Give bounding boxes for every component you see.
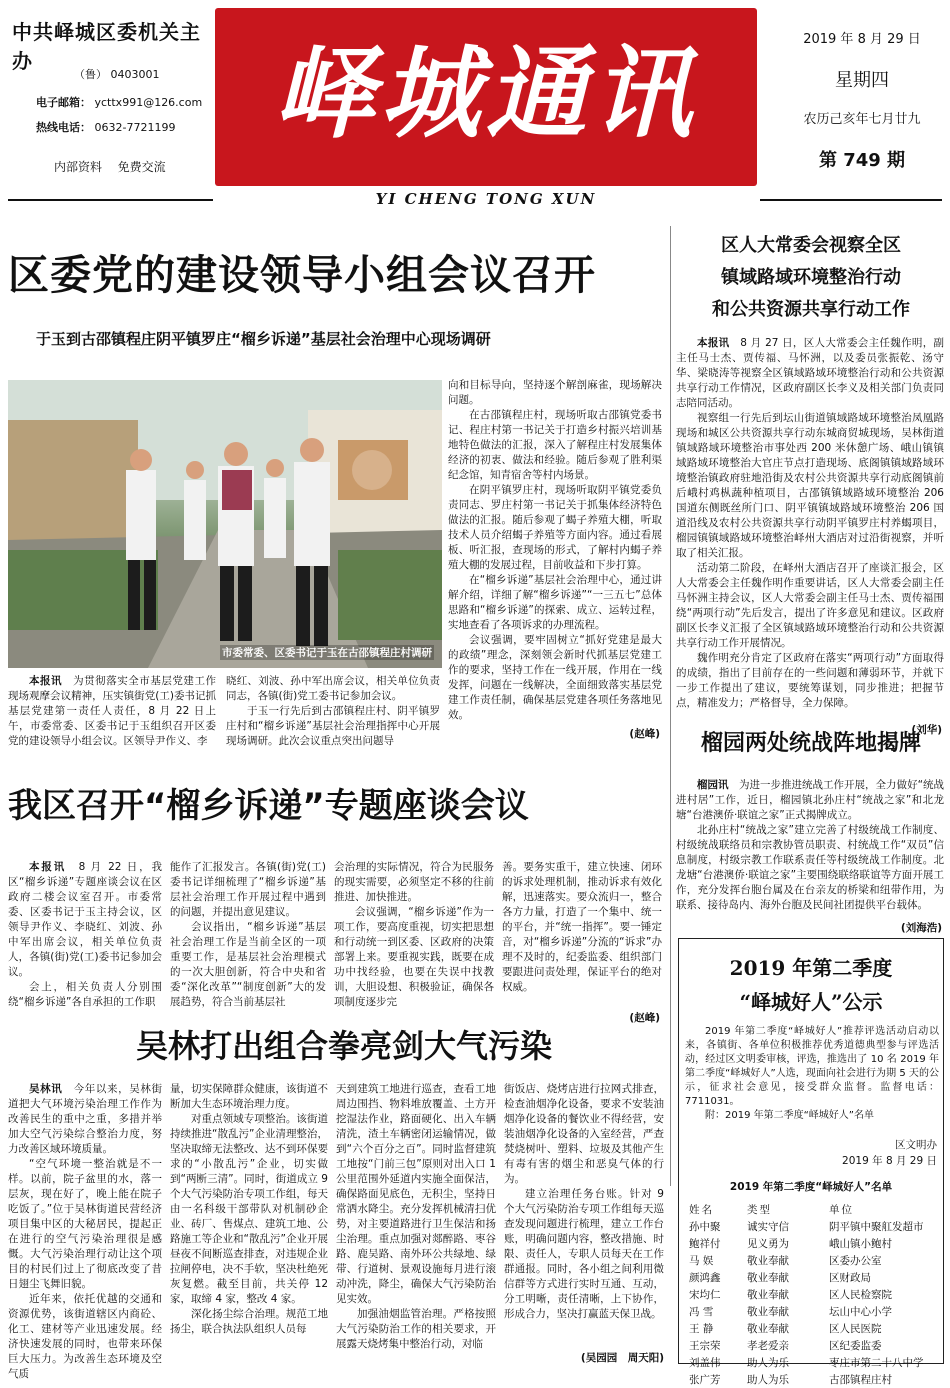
article2-p2: 视察组一行先后到坛山街道镇域路域环境整治凤凰路现场和城区公共资源共享行动东城商贸城现场，吴林街道镇域路域环境整治市事处西 200 米休憩广场、峨山镇镇域路域环境整治大官庄节点打造现场、底阁镇镇域路域环境整治镇政府驻地沿街及农村公共资源共享行动底阁镇前后峨村鸡枞蔬种植项目，古邵镇镇域路域环境整治 206 国道东侧既丝所门口、阴平镇镇域路域环境整治 206 国道沿线及农村公共资源共享行动阴平镇罗庄村养蝎项目，榴园镇镇域路域环境整治峄州大酒店对过沿街视察，并听取了相关汇报。 bbox=[676, 412, 944, 559]
article6-col4 bbox=[504, 1082, 664, 1348]
honor-type: 孝老爱亲 bbox=[747, 1340, 789, 1352]
article2-headline bbox=[676, 230, 946, 326]
article-party-building bbox=[0, 210, 670, 747]
article4-c2-p2: 会议指出，“榴乡诉递”基层社会治理工作是当前全区的一项重要工作，是基层社会治理模式的一次大胆创新，符合中央和省委“深化改革”“制度创新”大的发展趋势，符合当前基层社 bbox=[170, 921, 326, 1008]
article3-headline: 榴园两处统战阵地揭牌 bbox=[700, 731, 921, 756]
article5-headline bbox=[679, 951, 943, 1019]
honor-table-row bbox=[687, 1303, 937, 1320]
honor-name: 鲍祥付 bbox=[689, 1238, 721, 1250]
article4-c1: 8 月 22 日，我区“榴乡诉递”专题座谈会议在区政府二楼会议室召开。市委常委、区委书记于玉主持会议，区领导尹作义、李晓红、刘波、孙中军出席会议，相关单位负责人，各镇(街)党(工)委书记参加会议。 bbox=[8, 861, 163, 978]
article3-p1: 为进一步推进统战工作开展，全力做好“统战进村居”工作，近日，榴园镇北孙庄村“统战之家”和北龙塘“台港澳侨·联谊之家”正式揭牌成立。 bbox=[676, 779, 945, 821]
honor-name: 王 静 bbox=[689, 1323, 714, 1335]
article1-col2-text: 晓红、刘波、孙中军出席会议，相关单位负责同志，各镇(街)党工委书记参加会议。 bbox=[226, 675, 440, 702]
article2-signature: (刘华) bbox=[911, 724, 942, 736]
title-pinyin: YI CHENG TONG XUN bbox=[375, 190, 597, 208]
article5-headline-line1: 2019 年第二季度 bbox=[729, 956, 893, 980]
article5-p1: 2019 年第二季度“峄城好人”推荐评选活动启动以来，各镇街、各单位积极推荐优秀道德典型参与评选活动，经过区文明委审核，评选，推选出了 10 名 2019 年第二季度“峄城好人”人选，现面向社会进行为期 5 天的公示，征求社会意见，接受群众监督。监督电话：7711031。 bbox=[685, 1026, 939, 1107]
article4-col2 bbox=[170, 860, 326, 1030]
honor-name: 冯 雪 bbox=[689, 1306, 714, 1318]
article4-headline: 我区召开“榴乡诉递”专题座谈会议 bbox=[8, 786, 529, 826]
article2-lead: 本报讯 bbox=[697, 337, 730, 349]
article-npc-inspection bbox=[676, 222, 946, 736]
honor-table-row bbox=[687, 1269, 937, 1286]
article6-signature: (吴园园 周天阳) bbox=[580, 1352, 664, 1364]
article1-subhead: 于玉到古邵镇程庄阴平镇罗庄“榴乡诉递”基层社会治理中心现场调研 bbox=[36, 330, 491, 348]
article5-headline-line2: “峄城好人”公示 bbox=[739, 990, 883, 1014]
article-united-front bbox=[676, 722, 946, 911]
honor-name: 颜鸿鑫 bbox=[689, 1272, 721, 1284]
honor-name: 孙中聚 bbox=[689, 1221, 721, 1233]
article4-c3: 会治理的实际情况，符合为民服务的现实需要，必须坚定不移的往前推进、加快推进。 bbox=[334, 861, 494, 903]
honor-type: 见义勇为 bbox=[747, 1238, 789, 1250]
masthead-rule-left bbox=[8, 199, 213, 201]
article4-c1-p2: 会上，相关负责人分别围绕“榴乡诉递”各自承担的工作职 bbox=[8, 981, 162, 1008]
article6-c2: 量，切实保障群众健康，该街道不断加大生态环境治理力度。 bbox=[170, 1083, 328, 1110]
distribution-note bbox=[54, 158, 166, 175]
photo-caption: 市委常委、区委书记于玉在古邵镇程庄村调研 bbox=[222, 647, 432, 659]
article1-col3-p3: 在阴平镇罗庄村，现场听取阴平镇党委负责同志、罗庄村第一书记关于抓集体经济特色做法的汇报。随后参观了蝎子养殖大棚，听取技术人员介绍蝎子养殖等方面内容。通过看展板、听汇报，查现场的形式，了解村内蝎子养殖大棚的发展过程，目前收益和下步打算。 bbox=[448, 484, 662, 571]
honor-type: 敬业奉献 bbox=[747, 1323, 789, 1335]
phone-value: 0632-7721199 bbox=[94, 121, 176, 134]
honor-type: 诚实守信 bbox=[747, 1221, 789, 1233]
article1-col2-text-2: 于玉一行先后到古邵镇程庄村、阴平镇罗庄村和“榴乡诉递”基层社会治理指挥中心开展现场调研。此次会议重点突出问题导 bbox=[226, 705, 440, 747]
honor-name: 马 娱 bbox=[689, 1255, 714, 1267]
honor-table-header bbox=[687, 1201, 937, 1218]
registration-code bbox=[74, 66, 160, 82]
email-value: ycttx991@126.com bbox=[94, 96, 203, 109]
article6-col1 bbox=[8, 1082, 163, 1380]
article-petition-forum bbox=[0, 742, 670, 1022]
article-air-pollution bbox=[0, 1024, 670, 1380]
article1-col3-p4: 在“榴乡诉递”基层社会治理中心，通过讲解介绍，详细了解“榴乡诉递”“一三五七”总体思路和“榴乡诉递”的探索、成立、运转过程，实地查看了各项诉求的办理流程。 bbox=[448, 574, 662, 631]
title-banner bbox=[215, 8, 757, 186]
article6-c3: 天到建筑工地进行巡查，查看工地周边围挡、物料堆放覆盖、土方开挖湿法作业，路面硬化、出入车辆清洗，渣土车辆密闭运输情况，做到“六个百分之百”。同时监督建筑工地按“门前三包”原则对出入口 1 公里范围外延道内实施全面保洁，确保路面见底色，无积尘，坚持日常洒水降尘。充分发挥机械清扫优势，对主要道路进行卫生保洁和扬尘治理。重点加强对郯醉路、枣谷路、鹿吴路、南外环公共绿地、绿带、行道树、景观设施每月进行滚动冲洗，降尘，确保大气污染防治见实效。 bbox=[336, 1083, 496, 1305]
article4-lead: 本报讯 bbox=[29, 861, 67, 873]
honor-table-row bbox=[687, 1218, 937, 1235]
article6-headline: 吴林打出组合拳亮剑大气污染 bbox=[135, 1027, 552, 1065]
honor-unit: 单位 bbox=[829, 1204, 854, 1216]
honor-type: 助人为乐 bbox=[747, 1357, 789, 1369]
honor-table-row bbox=[687, 1286, 937, 1303]
divider-vertical-top bbox=[670, 226, 671, 1186]
article5-org: 区文明办 bbox=[895, 1139, 937, 1151]
issue-number: 第 749 期 bbox=[818, 150, 906, 171]
honor-name: 宋均仁 bbox=[689, 1289, 721, 1301]
honor-list bbox=[687, 1201, 937, 1388]
article6-col2 bbox=[170, 1082, 328, 1368]
article2-headline-line2: 镇域路域环境整治行动 bbox=[721, 267, 901, 288]
code-label: （鲁） bbox=[74, 68, 107, 81]
issue-date: 2019 年 8 月 29 日 bbox=[803, 32, 921, 47]
honor-table-row bbox=[687, 1252, 937, 1269]
article2-p3: 活动第二阶段，在峄州大酒店召开了座谈汇报会，区人大常委会主任魏作明作重要讲话，区人大常委会副主任马怀洲主持会议，区人大常委会副主任马士杰、贾传福围绕“两项行动”先后发言，提出了许多意见和建议。区政府副区长李义汇报了全区镇域路域环境整治行动和公共资源共享行动工作开展情况。 bbox=[676, 562, 944, 649]
phone-line bbox=[36, 119, 175, 135]
article1-photo bbox=[8, 380, 442, 668]
article5-body bbox=[685, 1025, 939, 1135]
article1-col3-p2: 在古邵镇程庄村，现场听取古邵镇党委书记、程庄村第一书记关于打造乡村振兴培训基地特色做法的汇报，深入了解程庄村发展集体经济的初衷、做法和经验。随后参观了胜利渠纪念馆，知青宿舍等村内场景。 bbox=[448, 409, 662, 481]
masthead bbox=[0, 0, 950, 210]
honor-table-row bbox=[687, 1337, 937, 1354]
article6-c1: 今年以来，吴林街道把大气环境污染治理工作作为改善民生的重中之重，多措并举加大空气污染综合整治力度，努力改善区域环境质量。 bbox=[8, 1083, 163, 1155]
article3-lead: 榴园讯 bbox=[697, 779, 729, 791]
honor-type: 敬业奉献 bbox=[747, 1255, 789, 1267]
article2-headline-line1: 区人大常委会视察全区 bbox=[721, 235, 901, 256]
article1-col3 bbox=[448, 378, 662, 724]
honor-type: 敬业奉献 bbox=[747, 1289, 789, 1301]
article4-col1 bbox=[8, 860, 162, 1030]
article4-col4 bbox=[502, 860, 662, 1010]
photo-scene-illustration bbox=[8, 380, 442, 668]
honor-unit: 区纪委监委 bbox=[829, 1340, 882, 1352]
phone-label: 热线电话： bbox=[36, 121, 91, 134]
honor-type: 敬业奉献 bbox=[747, 1306, 789, 1318]
article3-signature: (刘海浩) bbox=[900, 922, 942, 934]
article2-p4: 魏作明充分肯定了区政府在落实“两项行动”方面取得的成绩，指出了目前存在的一些问题和薄弱环节，并就下一步工作提出了建议，要统筹谋划，同步推进；把握节点，精准发力；严格督导，全力保障。 bbox=[676, 652, 944, 709]
honor-unit: 区人民检察院 bbox=[829, 1289, 892, 1301]
email-label: 电子邮箱： bbox=[36, 96, 91, 109]
article6-c4: 街饭店、烧烤店进行拉网式排查，检查油烟净化设备，要求不安装油烟净化设备的餐饮业不得经营，安装油烟净化设备的入室经营，严查焚烧树叶、塑料、垃圾及其他产生有毒有害的烟尘和恶臭气体的行为。 bbox=[504, 1083, 664, 1185]
article5-org-date: 2019 年 8 月 29 日 bbox=[842, 1155, 937, 1167]
article4-col3 bbox=[334, 860, 494, 1030]
honor-name: 张广芳 bbox=[689, 1374, 721, 1386]
code-value: 0403001 bbox=[110, 68, 160, 81]
masthead-rule-right bbox=[760, 199, 942, 201]
honor-table-row bbox=[687, 1320, 937, 1337]
article4-c4: 善。要务实重干，建立快速、闭环的诉求处理机制，推动诉求有效化解，迅速落实。要众流归一，整合各方力量，打造了一个集中、统一的平台，并“统一指挥”。要一锤定音，对“榴乡诉递”分流的“诉求”办理不及时的，纪委监委、组织部门要跟进问责处理，保证平台的绝对权威。 bbox=[502, 861, 662, 993]
article2-headline-line3: 和公共资源共享行动工作 bbox=[712, 299, 910, 320]
article6-c2-p3: 深化扬尘综合治理。规范工地扬尘，联合执法队组织人员每 bbox=[170, 1308, 328, 1335]
honor-table bbox=[687, 1201, 937, 1388]
article1-col2 bbox=[226, 674, 440, 747]
article4-c2: 能作了汇报发言。各镇(街)党(工)委书记详细梳理了“榴乡诉递”基层社会治理工作开展过程中遇到的问题，并提出意见建议。 bbox=[170, 861, 326, 918]
article1-col3-p1: 向和目标导向，坚持逐个解剖麻雀，现场解决问题。 bbox=[448, 379, 662, 406]
article1-col1-text: 为贯彻落实全市基层党建工作现场观摩会议精神，压实镇街党(工)委书记抓基层党建第一责任人责任，8 月 22 日上午，市委常委、区委书记于玉组织召开区委党的建设领导小组会议。区领导尹作义、李 bbox=[8, 675, 216, 747]
honor-type: 助人为乐 bbox=[747, 1374, 789, 1386]
article6-lead: 吴林讯 bbox=[29, 1083, 63, 1095]
email-line bbox=[36, 94, 202, 110]
honor-name: 王宗荣 bbox=[689, 1340, 721, 1352]
article1-signature: (赵峰) bbox=[629, 728, 660, 740]
sponsor: 中共峄城区委机关主办 bbox=[12, 20, 201, 73]
honor-unit: 区人民医院 bbox=[829, 1323, 882, 1335]
honor-table-row bbox=[687, 1235, 937, 1252]
article1-col1 bbox=[8, 674, 216, 747]
honor-type: 类型 bbox=[747, 1204, 772, 1216]
honor-unit: 阴平镇中聚舡发超市 bbox=[829, 1221, 924, 1233]
honor-unit: 枣庄市第二十八中学 bbox=[829, 1357, 924, 1369]
article4-c3-p2: 会议强调，“榴乡诉递”作为一项工作，要高度重视，切实把思想和行动统一到区委、区政府的决策部署上来。要重视实践，既要在成功中找经验，也要在失误中找教训，大胆设想、积极验证，确保各项制度逐步完 bbox=[334, 906, 494, 1008]
article2-body bbox=[676, 336, 944, 726]
note-free: 免费交流 bbox=[117, 160, 166, 174]
honor-unit: 区财政局 bbox=[829, 1272, 871, 1284]
honor-unit: 区委办公室 bbox=[829, 1255, 882, 1267]
honor-name: 刘盖伟 bbox=[689, 1357, 721, 1369]
newspaper-title: 峄城通讯 bbox=[274, 34, 698, 152]
article6-col3 bbox=[336, 1082, 496, 1368]
article1-headline: 区委党的建设领导小组会议召开 bbox=[8, 251, 596, 299]
article6-c1-p3: 近年来，依托优越的交通和资源优势，该街道辖区内商砼、化工、建材等产业迅速发展。经济快速发展的同时，也带来环保巨大压力。为改善生态环境及空气质 bbox=[8, 1293, 162, 1380]
honor-table-row bbox=[687, 1371, 937, 1388]
good-people-box bbox=[678, 938, 944, 1386]
note-internal: 内部资料 bbox=[54, 160, 103, 174]
issue-lunar: 农历己亥年七月廿九 bbox=[803, 112, 921, 127]
honor-name: 姓名 bbox=[689, 1204, 714, 1216]
article1-col3-p5: 会议强调，要牢固树立“抓好党建是最大的政绩”理念，深刻领会新时代抓基层党建工作的要求，坚持工作在一线开展，作用在一线发挥，问题在一线解决，全面细致落实基层党建工作责任制，确保基层党建各项任务落地见效。 bbox=[448, 634, 662, 721]
honor-unit: 坛山中心小学 bbox=[829, 1306, 892, 1318]
article6-c1-p2: “空气环境一整治就是不一样。以前，院子盆里的水，落一层灰，现在好了，晚上能在院子吃饭了。”位于吴林街道民营经济项目集中区的大秘居民，提起正在进行的空气污染治理很是感慨。大气污染治理行动让这个项目的村民们过上了彻底改变了昔日翅尘飞舞旧貌。 bbox=[8, 1158, 162, 1290]
honor-type: 敬业奉献 bbox=[747, 1272, 789, 1284]
article4-signature: (赵峰) bbox=[629, 1012, 660, 1024]
article3-body bbox=[676, 778, 944, 936]
article5-p2: 附：2019 年第二季度“峄城好人”名单 bbox=[705, 1110, 874, 1121]
honor-unit: 峨山镇小鲍村 bbox=[829, 1238, 892, 1250]
honor-table-row bbox=[687, 1354, 937, 1371]
article3-p2: 北孙庄村“统战之家”建立完善了村级统战工作制度、村级统战联络员和宗教协管员职责、村统战工作“双员”信息制度，村级宗教工作联系责任等村级统战工作制度。北龙塘“台港澳侨·联谊之家”主要围绕联络联谊等方面开展工作，充分发挥台胞台属及在台亲友的桥梁和纽带作用，为联系、接待岛内、海外台胞及民间社团提供平台载体。 bbox=[676, 824, 944, 911]
honor-list-title: 2019 年第二季度“峄城好人”名单 bbox=[729, 1181, 893, 1193]
article2-p1: 8 月 27 日，区人大常委会主任魏作明，副主任马士杰、贾传福、马怀洲，以及委员张振乾、汤守华、梁晓涛等视察全区镇域路域环境整治行动和公共资源共享行动工作情况，区政府副区长李义及相关部门负责同志陪同活动。 bbox=[676, 337, 945, 409]
issue-weekday: 星期四 bbox=[835, 70, 889, 91]
article1-lead: 本报讯 bbox=[29, 675, 63, 687]
honor-unit: 古邵镇程庄村 bbox=[829, 1374, 892, 1386]
article6-c2-p2: 对重点领域专项整治。该街道持续推进“散乱污”企业清理整治，坚决取缔无法整改、达不到环保要求的“小散乱污”企业，切实做到“两断三清”。同时，街道成立 9 个大气污染防治专项工作组，每天由一名科级干部带队对机制砂企业、砖厂、售煤点、建筑工地、公路施工等企业和“散乱污”企业开展昼夜不间断巡查排查，对违规企业拉闸停电，决不手软，坚决杜绝死灰复燃。截至目前，共关停 12 家，取缔 4 家，整改 4 家。 bbox=[170, 1113, 328, 1305]
article6-c4-p2: 建立治理任务台账。针对 9 个大气污染防治专项工作组每天巡查发现问题进行梳理，建立工作台账，明确问题内容，整改措施、时限、责任人，专职人员每天在工作群通报。同时，各小组之间利用微信群等方式进行实时互通、互动，分工明晰，责任清晰，上下协作，形成合力，坚决打赢蓝天保卫战。 bbox=[504, 1188, 664, 1320]
article6-c3-p2: 加强油烟监管治理。严格按照大气污染防治工作的相关要求，开展露天烧烤集中整治行动，对临 bbox=[336, 1308, 496, 1350]
